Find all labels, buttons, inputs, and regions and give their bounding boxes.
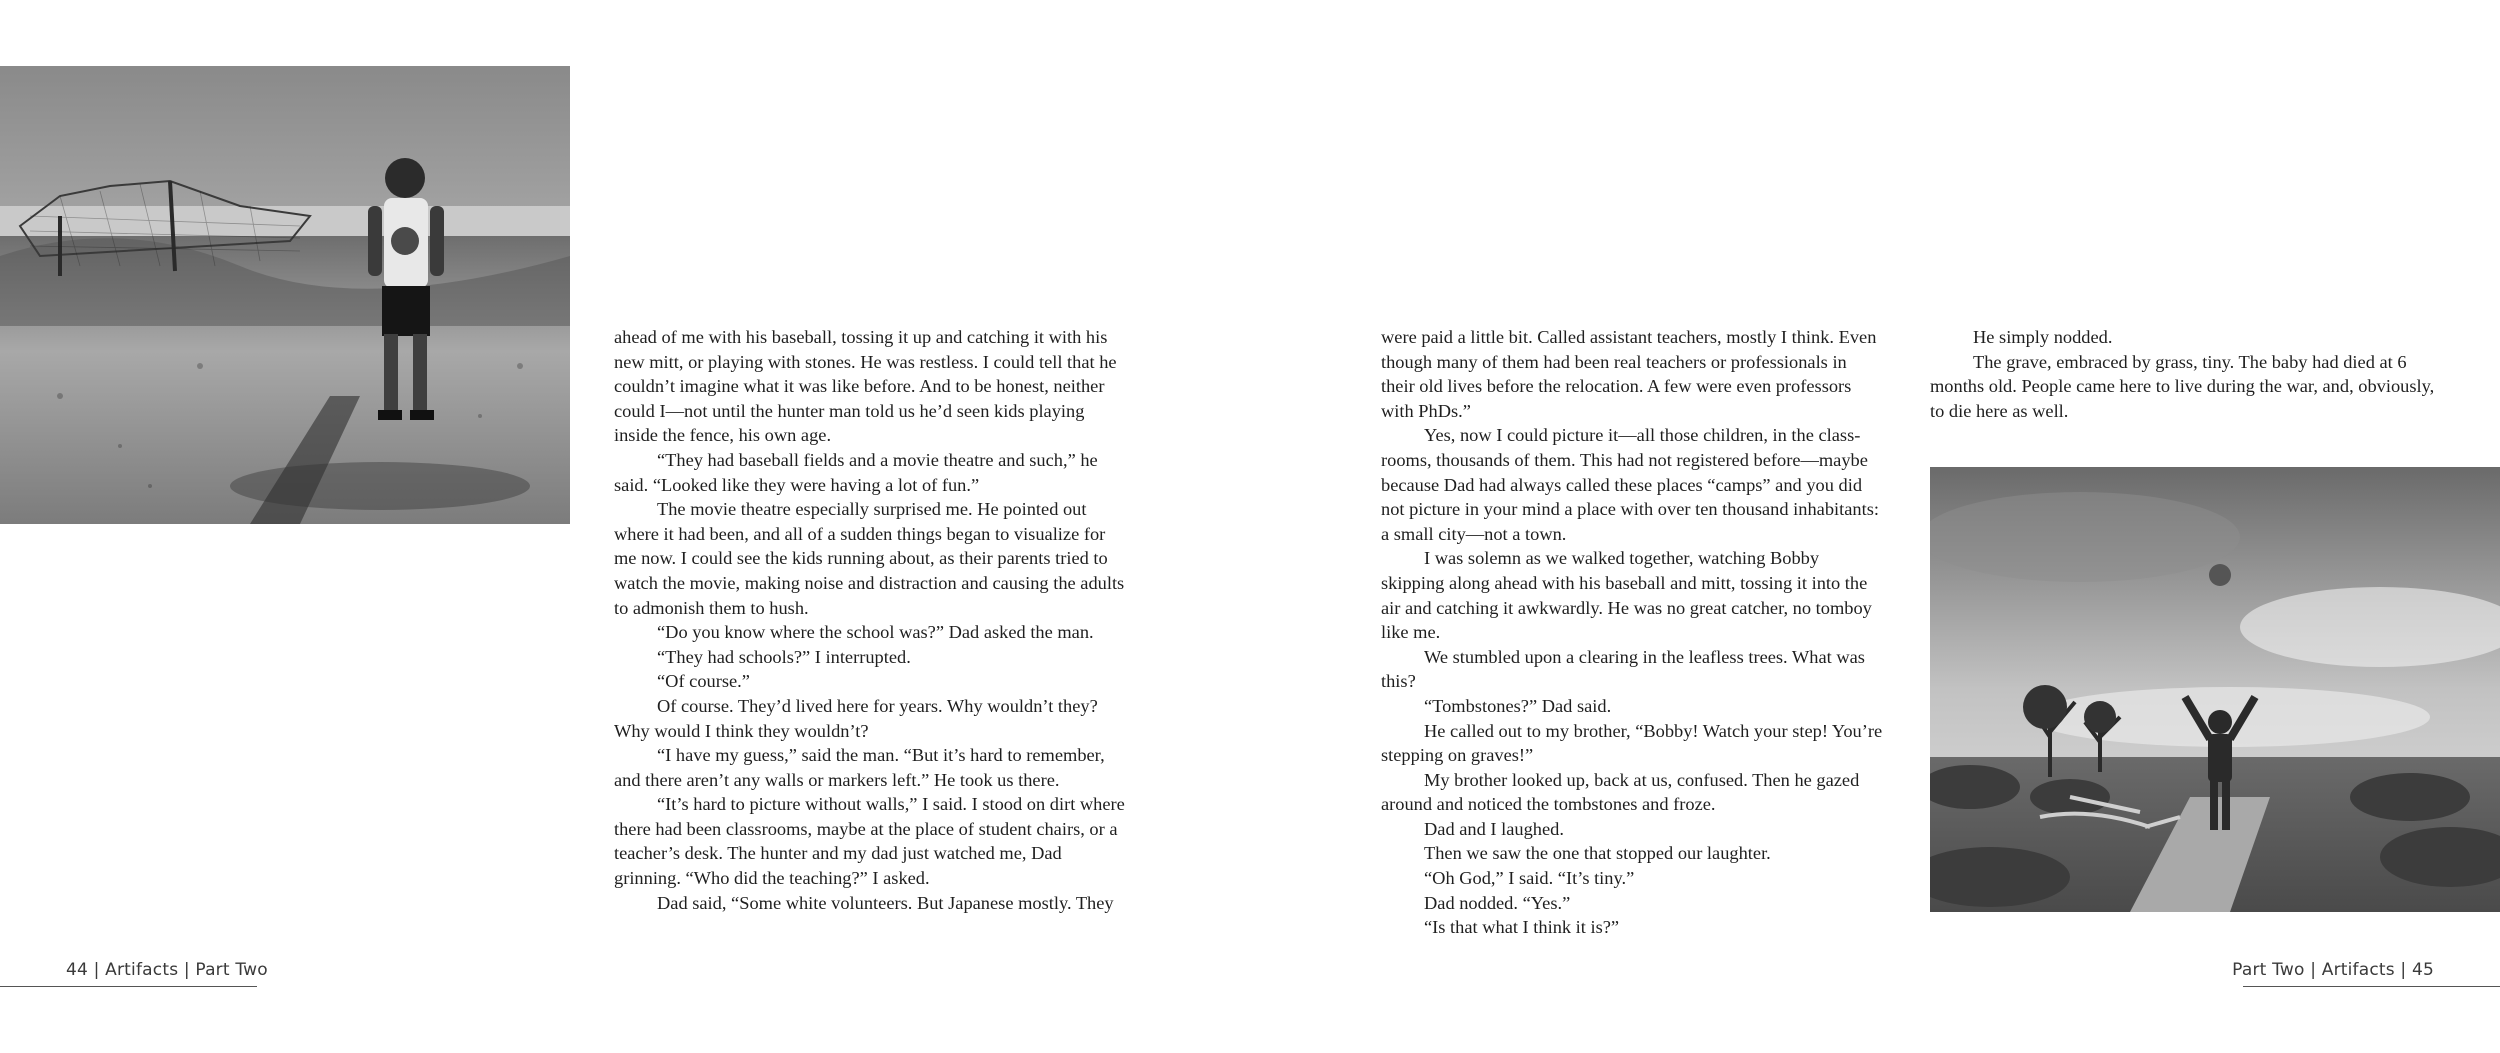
- paragraph: “Of course.”: [657, 671, 750, 692]
- paragraph: The grave, embraced by grass, tiny. The baby had died at 6 months old. People came here to live during the war, and, obviously, to die here as well.: [1930, 351, 2435, 421]
- right-page-text-column: [1381, 325, 1884, 940]
- footer-rule: [2243, 986, 2500, 987]
- paragraph: Then we saw the one that stopped our laughter.: [1424, 843, 1771, 864]
- boy-throwing-rock-photo: [1930, 467, 2500, 912]
- paragraph: “It’s hard to picture without walls,” I said. I stood on dirt where there had been classrooms, maybe at the place of student chairs, or a teacher’s desk. The hunter and my dad just watched me, Dad grinning. “Who did the teaching?” I asked.: [614, 794, 1125, 889]
- paragraph: He simply nodded.: [1973, 327, 2113, 347]
- paragraph: He called out to my brother, “Bobby! Watch your step! You’re stepping on graves!”: [1381, 720, 1883, 766]
- paragraph: Of course. They’d lived here for years. Why wouldn’t they? Why would I think they wouldn’t?: [614, 695, 1098, 741]
- left-page-footer: 44 | Artifacts | Part Two: [66, 960, 268, 980]
- paragraph: “They had schools?” I interrupted.: [657, 646, 911, 667]
- paragraph: I was solemn as we walked together, watching Bobby skipping along ahead with his baseball and mitt, tossing it into the air and catching it awkwardly. He was no great catcher, no tomboy like me.: [1381, 548, 1872, 643]
- paragraph: We stumbled upon a clearing in the leafless trees. What was this?: [1381, 646, 1865, 692]
- photo-illustration-icon: [0, 66, 570, 524]
- footer-rule: [0, 986, 257, 987]
- paragraph: Dad and I laughed.: [1424, 818, 1564, 839]
- right-page-second-text-column: [1930, 325, 2440, 423]
- paragraph: ahead of me with his baseball, tossing it up and catching it with his new mitt, or playing with stones. He was restless. I could tell that he couldn’t imagine what it was like before. And to be honest, neither could I—not until the hunter man told us he’d seen kids playing inside the fence, his own age.: [614, 327, 1117, 446]
- right-page-footer: Part Two | Artifacts | 45: [2232, 960, 2434, 980]
- paragraph: Dad said, “Some white volunteers. But Japanese mostly. They: [657, 892, 1114, 913]
- paragraph: “I have my guess,” said the man. “But it’s hard to remember, and there aren’t any walls or markers left.” He took us there.: [614, 745, 1105, 790]
- paragraph: The movie theatre especially surprised me. He pointed out where it had been, and all of a sudden things began to visualize for me now. I could see the kids running about, as their parents tried to watch the movie, making noise and distraction and causing the adults to admonish them to hush.: [614, 499, 1125, 618]
- boy-with-soccer-shirt-photo: [0, 66, 570, 524]
- paragraph: “Oh God,” I said. “It’s tiny.”: [1424, 868, 1635, 889]
- photo-illustration-icon: [1930, 467, 2500, 912]
- paragraph: “Tombstones?” Dad said.: [1424, 695, 1612, 716]
- paragraph: Yes, now I could picture it—all those children, in the class-rooms, thousands of them. This had not registered before—maybe because Dad had always called these places “camps” and you did not picture in your mind a place with over ten thousand inhabitants: a small city—not a town.: [1381, 425, 1879, 544]
- paragraph: were paid a little bit. Called assistant teachers, mostly I think. Even though many of them had been real teachers or professionals in their old lives before the relocation. A few were even professors with PhDs.”: [1381, 327, 1877, 421]
- paragraph: My brother looked up, back at us, confused. Then he gazed around and noticed the tombstones and froze.: [1381, 769, 1860, 815]
- paragraph: Dad nodded. “Yes.”: [1424, 892, 1571, 913]
- paragraph: “They had baseball fields and a movie theatre and such,” he said. “Looked like they were having a lot of fun.”: [614, 449, 1098, 495]
- paragraph: “Do you know where the school was?” Dad asked the man.: [657, 622, 1094, 643]
- left-page-text-column: [614, 325, 1128, 915]
- paragraph: “Is that what I think it is?”: [1424, 917, 1620, 938]
